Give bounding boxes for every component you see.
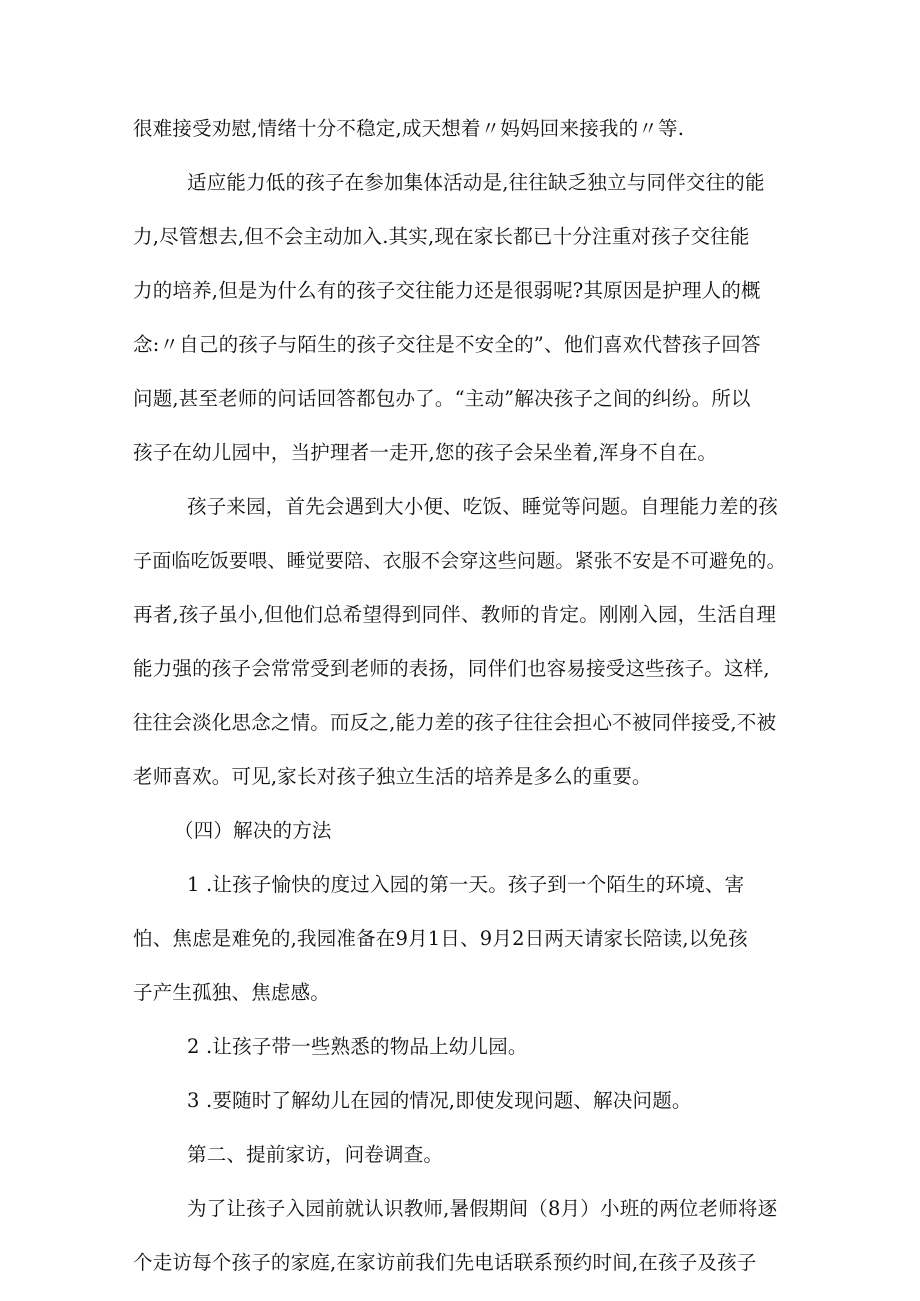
text-line: 能力强的孩子会常常受到老师的表扬，同伴们也容易接受这些孩子。这样, [133,657,770,680]
list-item-3: 3 .要随时了解幼儿在园的情况,即使发现问题、解决问题。 [187,1089,692,1112]
paragraph-first-line: 为了让孩子入园前就认识教师,暑假期间（8月）小班的两位老师将逐 [187,1197,778,1220]
text-line: 老师喜欢。可见,家长对孩子独立生活的培养是多么的重要。 [133,765,652,788]
text-line: 再者,孩子虽小,但他们总希望得到同伴、教师的肯定。刚刚入园，生活自理 [133,603,777,626]
text-line: 子产生孤独、焦虑感。 [133,981,331,1004]
text-line: 孩子在幼儿园中，当护理者一走开,您的孩子会呆坐着,浑身不自在。 [133,441,718,464]
text-line: 子面临吃饭要喂、睡觉要陪、衣服不会穿这些问题。紧张不安是不可避免的。 [133,550,786,572]
list-item-2: 2 .让孩子带一些熟悉的物品上幼儿园。 [187,1035,528,1058]
text-line: 力,尽管想去,但不会主动加入.其实,现在家长都已十分注重对孩子交往能 [133,225,750,248]
text-line: 往往会淡化思念之情。而反之,能力差的孩子往往会担心不被同伴接受,不被 [133,711,777,734]
text-line: 念:〃自己的孩子与陌生的孩子交往是不安全的”、他们喜欢代替孩子回答 [133,333,761,356]
section-heading: 第二、提前家访，问卷调查。 [187,1143,444,1166]
text-line: 问题,甚至老师的问话回答都包办了。“主动”解决孩子之间的纠纷。所以 [133,387,751,410]
list-item-1: 1 .让孩子愉快的度过入园的第一天。孩子到一个陌生的环境、害 [187,873,745,896]
text-line: 力的培养,但是为什么有的孩子交往能力还是很弱呢?其原因是护理人的概 [133,279,761,302]
paragraph-first-line: 孩子来园，首先会遇到大小便、吃饭、睡觉等问题。自理能力差的孩 [187,495,779,518]
text-line: 很难接受劝慰,情绪十分不稳定,成天想着〃妈妈回来接我的〃等. [133,117,685,140]
section-heading: （四）解决的方法 [174,819,332,842]
paragraph-first-line: 适应能力低的孩子在参加集体活动是,往往缺乏独立与同伴交往的能 [187,171,765,194]
text-line: 个走访每个孩子的家庭,在家访前我们先电话联系预约时间,在孩子及孩子 [133,1251,757,1274]
text-line: 怕、焦虑是难免的,我园准备在9月1日、9月2日两天请家长陪读,以免孩 [133,927,748,950]
